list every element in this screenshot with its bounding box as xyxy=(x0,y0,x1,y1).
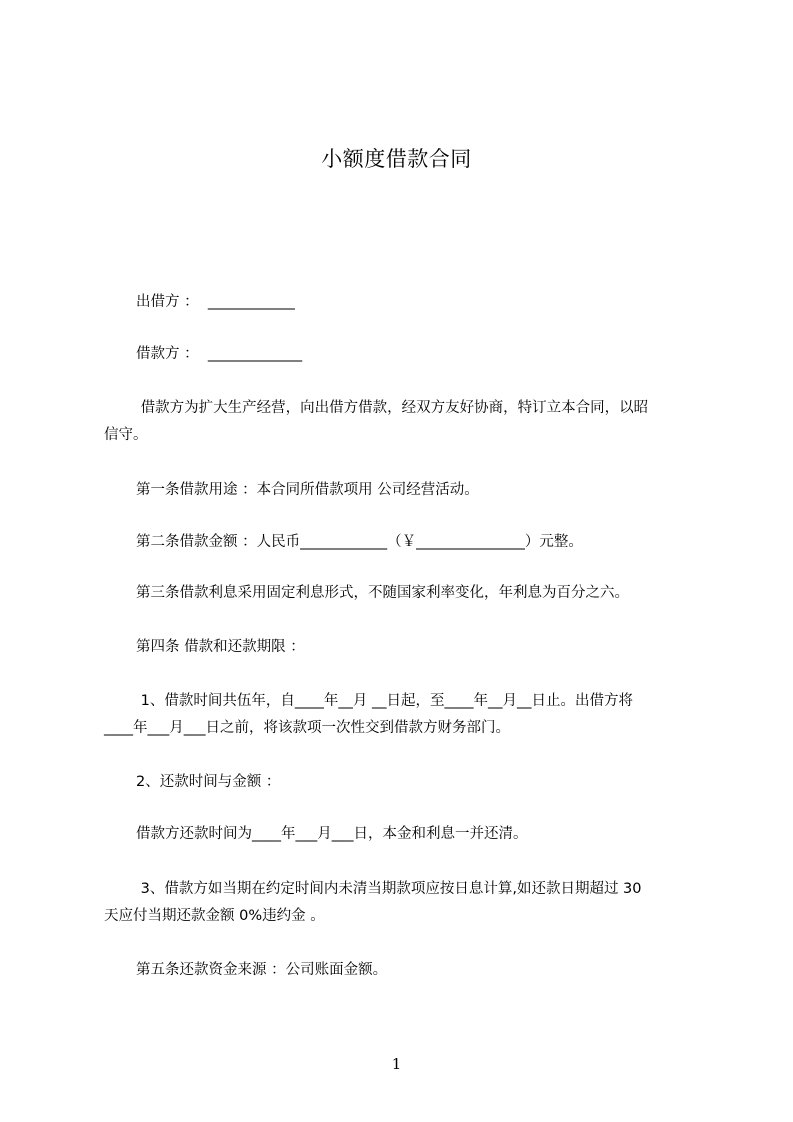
clause-2: 2、还款时间与金额 ： xyxy=(136,774,281,790)
borrower-line: 借款方 ： _____________ xyxy=(136,346,303,362)
clause-3-line-1: 3、借款方如当期在约定时间内未清当期款项应按日息计算,如还款日期超过 30 xyxy=(136,881,642,897)
article-5: 第五条还款资金来源 ：公司账面金额。 xyxy=(136,962,388,978)
page-title: 小额度借款合同 xyxy=(321,147,472,171)
clause-1-line-1: 1、借款时间共伍年，自____年__月 __日起，至____年__月__日止。出借方将 xyxy=(136,693,633,709)
article-4: 第四条 借款和还款期限 ： xyxy=(136,639,305,655)
clause-3-line-2: 天应付当期还款金额 0%违约金 。 xyxy=(104,908,325,924)
intro-paragraph-line-2: 信守。 xyxy=(104,427,148,443)
article-2: 第二条借款金额 ：人民币____________（￥_______________）元整。 xyxy=(136,534,583,550)
article-3: 第三条借款利息采用固定利息形式，不随国家利率变化，年利息为百分之六。 xyxy=(136,585,629,601)
clause-2-detail: 借款方还款时间为____年___月___日，本金和利息一并还清。 xyxy=(136,826,528,842)
page-number: 1 xyxy=(391,1055,402,1073)
clause-1-line-2: ____年___月___日之前，将该款项一次性交到借款方财务部门。 xyxy=(104,720,510,736)
lender-line: 出借方 ： ____________ xyxy=(136,294,295,310)
intro-paragraph-line-1: 借款方为扩大生产经营，向出借方借款，经双方友好协商，特订立本合同，以昭 xyxy=(136,400,649,416)
article-1: 第一条借款用途 ：本合同所借款项用 公司经营活动。 xyxy=(136,482,479,498)
